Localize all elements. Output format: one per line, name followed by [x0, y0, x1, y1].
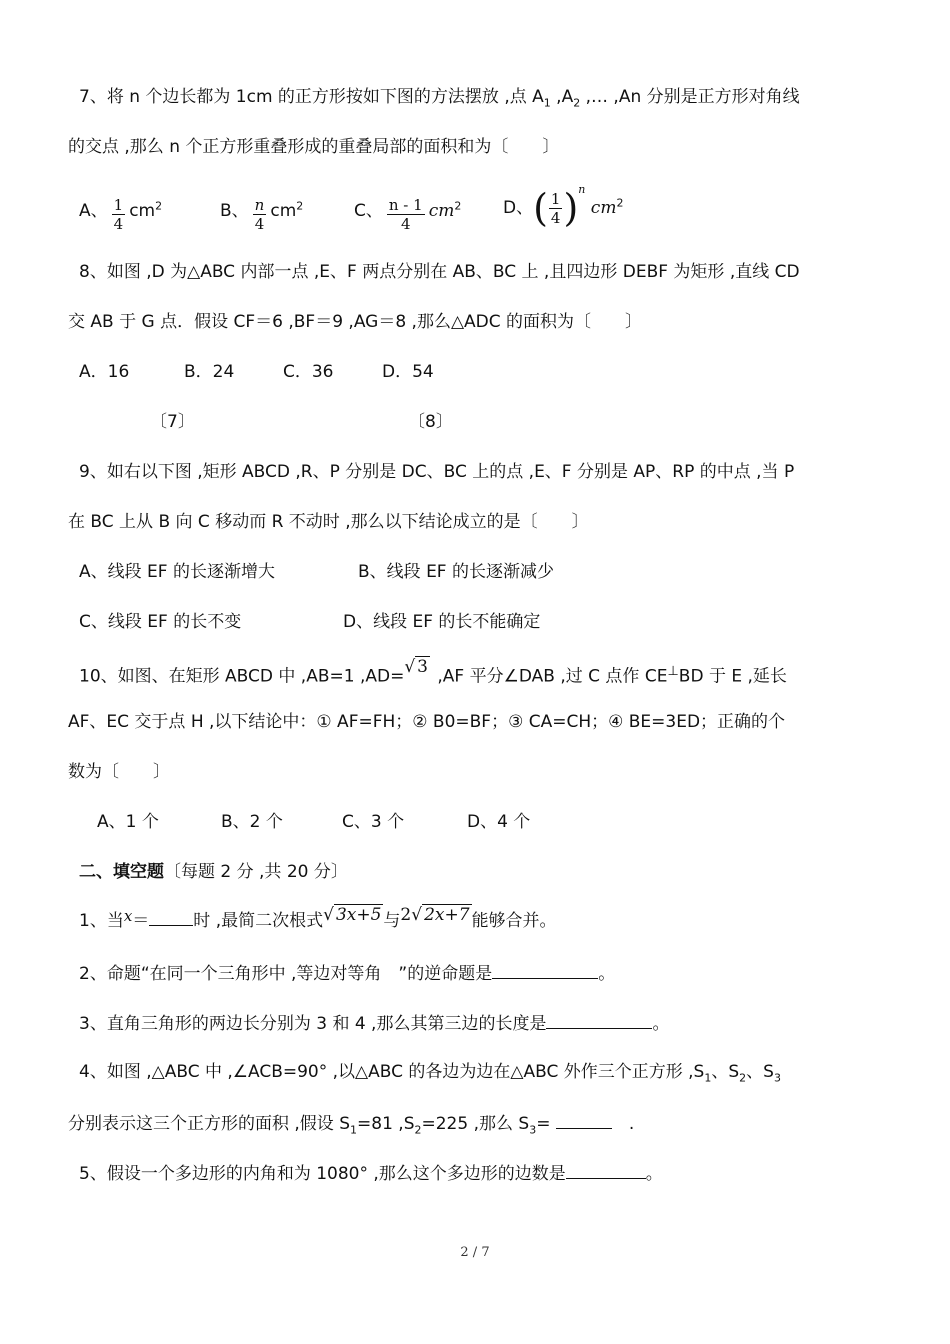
fill-q4-line1: 4、如图 ,△ABC 中 ,∠ACB=90° ,以△ABC 的各边为边在△ABC 外作三个正方形 $,S_1$、$S_2$、$S_3$: [79, 1062, 781, 1085]
q7-option-a: A、 $\frac{1}{4}$ $cm^2$: [79, 196, 163, 233]
figure-label-7: 〔7〕: [150, 412, 195, 432]
q9-option-b: B、线段 EF 的长逐渐减少: [358, 562, 554, 582]
fill-q3: 3、直角三角形的两边长分别为 3 和 4 ,那么其第三边的长度是 。: [79, 1010, 899, 1036]
section2-note: 〔每题 2 分 ,共 20 分〕: [164, 862, 348, 882]
q10-line2: AF、EC 交于点 H ,以下结论中：① AF=FH；② B0=BF；③ CA=CH；④ BE=3ED；正确的个: [68, 712, 786, 732]
q9-option-c: C、线段 EF 的长不变: [79, 612, 242, 632]
q7-option-d: D、( $\frac{1}{4}$ )$^n$ $cm^2$: [503, 183, 624, 230]
q7-options: [68, 180, 888, 232]
q10-option-b: B、2 个: [221, 812, 283, 832]
q9-line1: 9、如右以下图 ,矩形 ABCD ,R、P 分别是 DC、BC 上的点 ,E、F 分别是 AP、RP 的中点 ,当 P: [79, 462, 795, 482]
q8-line1: 8、如图 ,D 为△ABC 内部一点 ,E、F 两点分别在 AB、BC 上 ,且四边形 DEBF 为矩形 ,直线 CD: [79, 262, 800, 282]
figure-label-8: 〔8〕: [408, 412, 453, 432]
q10-option-d: D、4 个: [467, 812, 531, 832]
q8-line2: 交 AB 于 G 点．假设 CF＝6 ,BF＝9 ,AG＝8 ,那么△ADC 的面积为〔 〕: [68, 312, 643, 332]
q7-option-c: C、 $\frac{n - 1}{4}$ $cm^2$: [354, 196, 462, 233]
q8-option-b: B．24: [184, 362, 235, 382]
page-number: 2 / 7: [460, 1245, 490, 1260]
q7-option-b: B、 $\frac{n}{4}$ $cm^2$: [220, 196, 304, 233]
fill-q5: 5、假设一个多边形的内角和为 1080° ,那么这个多边形的边数是 。: [79, 1160, 899, 1186]
section2-heading: [79, 860, 899, 884]
q9-line2: 在 BC 上从 B 向 C 移动而 R 不动时 ,那么以下结论成立的是〔 〕: [68, 512, 589, 532]
q7-line1: 7、将 n 个边长都为 1cm 的正方形按如下图的方法摆放 ,点 $A_1$ $,A_2$ ,… ,An 分别是正方形对角线: [79, 87, 800, 110]
q9-option-d: D、线段 EF 的长不能确定: [343, 612, 541, 632]
fill-q2: 2、命题“在同一个三角形中 ,等边对等角 ”的逆命题是 。: [79, 960, 899, 986]
q10-option-a: A、1 个: [97, 812, 159, 832]
q8-option-a: A．16: [79, 362, 130, 382]
q10-line3: 数为〔 〕: [68, 762, 170, 782]
q10-option-c: C、3 个: [342, 812, 405, 832]
q8-option-c: C．36: [283, 362, 334, 382]
fill-q1: 1、当x＝ 时 ,最简二次根式√ 3x+5 与2√ 2x+7 能够合并。: [79, 905, 557, 931]
q8-option-d: D．54: [382, 362, 434, 382]
sqrt-2x-plus-7: √ 2x+7: [411, 905, 470, 925]
q10-line1: 10、如图、在矩形 ABCD 中 ,AB=1 ,AD=√ 3 ,AF 平分∠DAB ,过 C 点作 CE⊥BD 于 E ,延长: [79, 656, 787, 687]
sqrt-3: √ 3: [404, 656, 428, 677]
fill-q4-line2: 分别表示这三个正方形的面积 ,假设 $S_1=81$ $,S_2=225$ ,那么 $S_3=$ .: [68, 1110, 888, 1136]
sqrt-3x-plus-5: √ 3x+5: [323, 905, 382, 925]
q9-option-a: A、线段 EF 的长逐渐增大: [79, 562, 275, 582]
section2-title: 二、填空题: [79, 862, 164, 882]
q7-line2: 的交点 ,那么 n 个正方形重叠形成的重叠局部的面积和为〔 〕: [68, 137, 560, 157]
